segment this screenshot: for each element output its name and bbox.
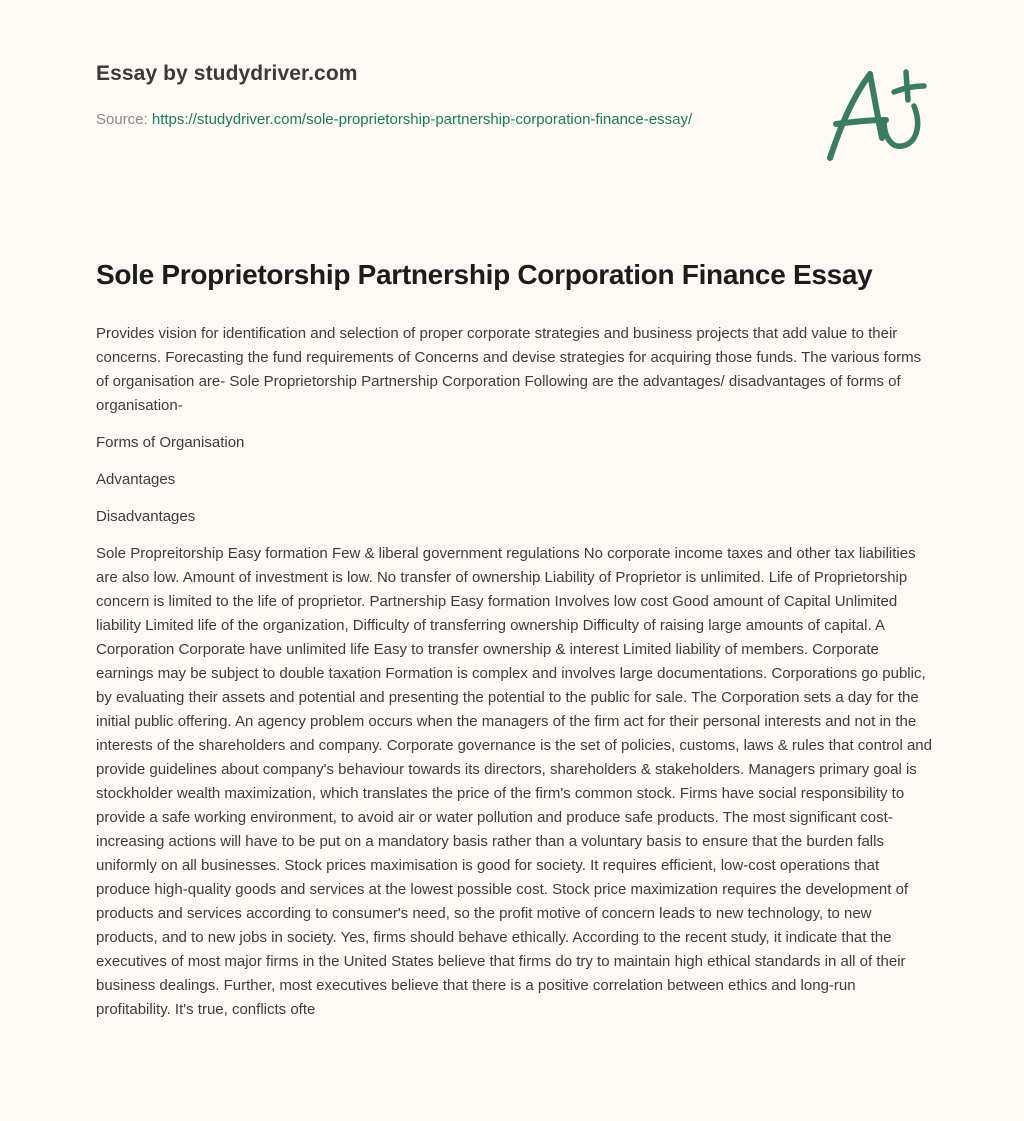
source-link[interactable]: https://studydriver.com/sole-proprietorship-partnership-corporation-finance-essay/	[151, 111, 693, 128]
label-disadvantages: Disadvantages	[96, 508, 196, 525]
a-plus-grade-icon	[822, 66, 932, 166]
essay-header	[96, 62, 756, 132]
label-advantages: Advantages	[96, 471, 176, 488]
body-paragraph: Sole Propreitorship Easy formation Few & liberal government regulations No corporate income taxes and other tax liabilities are also low. Amount of investment is low. No transfer of ownership Liability of Proprietor is unlimited. Life of Proprietorship concern is limited to the life of proprietor. Partnership Easy formation Involves low cost Good amount of Capital Unlimited liability Limited life of the organization, Difficulty of transferring ownership Difficulty of raising large amounts of capital. A Corporation Corporate have unlimited life Easy to transfer ownership & interest Limited liability of members. Corporate earnings may be subject to double taxation Formation is complex and involves large documentations. Corporations go public, by evaluating their assets and potential and presenting the potential to the public for sale. The Corporation sets a day for the initial public offering. An agency problem occurs when the managers of the firm act for their personal interests and not in the interests of the shareholders and company. Corporate governance is the set of policies, customs, laws & rules that control and provide guidelines about company's behaviour towards its directors, shareholders & stakeholders. Managers primary goal is stockholder wealth maximization, which translates the price of the firm's common stock. Firms have social responsibility to provide a safe working environment, to avoid air or water pollution and produce safe products. The most significant cost-increasing actions will have to be put on a mandatory basis rather than a voluntary basis to ensure that the burden falls uniformly on all businesses. Stock prices maximisation is good for society. It requires efficient, low-cost operations that produce high-quality goods and services at the lowest possible cost. Stock price maximization requires the development of products and services according to consumer's need, so the profit motive of concern leads to new technology, to new products, and to new jobs in society. Yes, firms should behave ethically. According to the recent study, it indicate that the executives of most major firms in the United States believe that firms do try to maintain high ethical standards in all of their business dealings. Further, most executives believe that there is a positive correlation between ethics and long-run profitability. It's true, conflicts ofte	[96, 545, 932, 1018]
label-forms-of-organisation: Forms of Organisation	[96, 434, 245, 451]
intro-paragraph: Provides vision for identification and selection of proper corporate strategies and business projects that add value to their concerns. Forecasting the fund requirements of Concerns and devise strategies for acquiring those funds. The various forms of organisation are- Sole Proprietorship Partnership Corporation Following are the advantages/ disadvantages of forms of organisation-	[96, 325, 922, 414]
essay-body	[96, 256, 932, 1035]
page-title: Sole Proprietorship Partnership Corporation Finance Essay	[96, 259, 873, 290]
source-label: Source:	[96, 111, 152, 128]
source-line	[96, 108, 736, 132]
site-title: Essay by studydriver.com	[96, 62, 358, 85]
